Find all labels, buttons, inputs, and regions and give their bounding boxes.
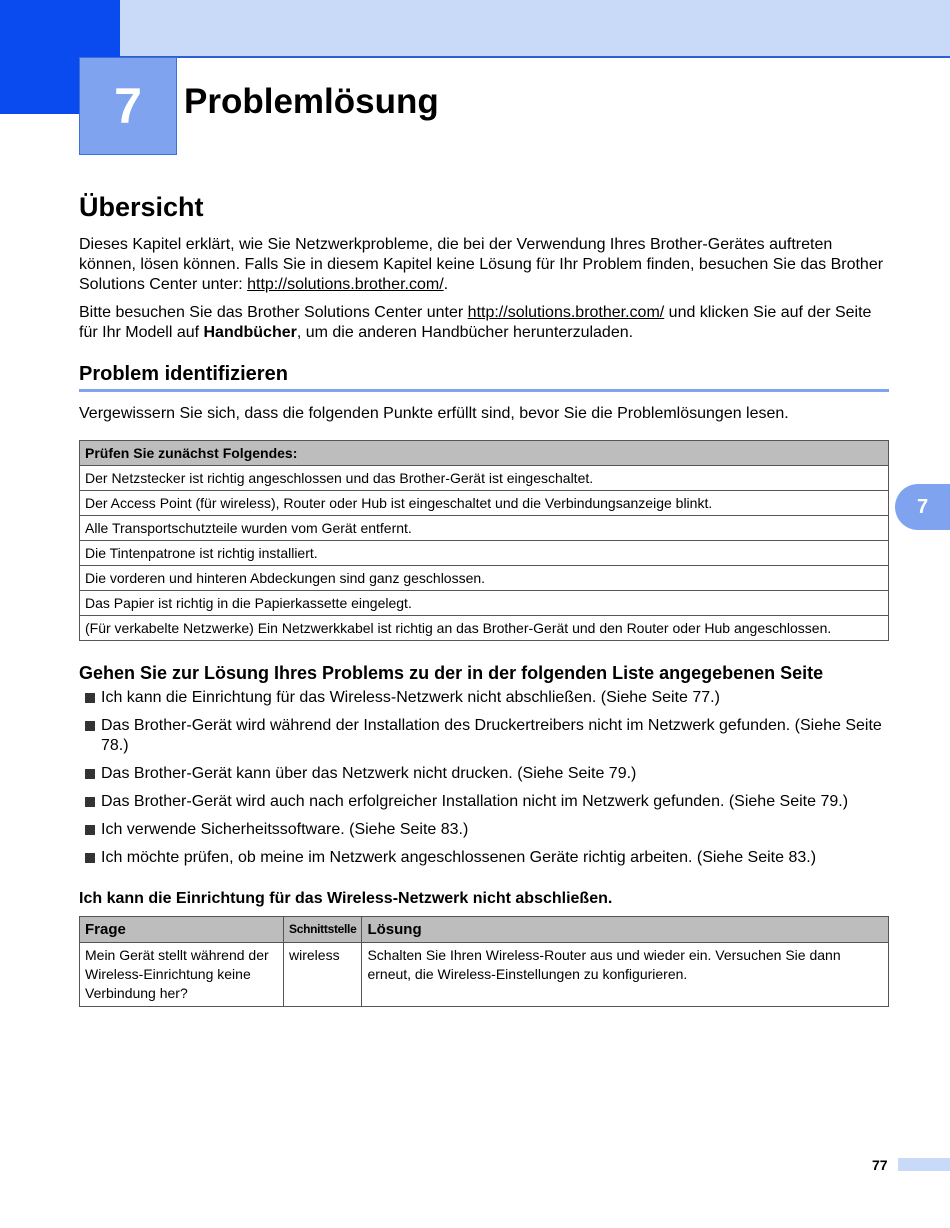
checklist-cell: Der Access Point (für wireless), Router oder Hub ist eingeschaltet und die Verbindungsanzeige blinkt. <box>80 491 889 516</box>
table-row <box>80 943 889 1007</box>
list-item[interactable] <box>79 848 889 868</box>
chapter-number: 7 <box>114 78 142 134</box>
solutions-link-2[interactable]: http://solutions.brother.com/ <box>467 304 665 321</box>
solution-cell: Schalten Sie Ihren Wireless-Router aus und wieder ein. Versuchen Sie dann erneut, die Wireless-Einstellungen zu konfigurieren. <box>362 943 889 1007</box>
question-cell: Mein Gerät stellt während der Wireless-Einrichtung keine Verbindung her? <box>80 943 284 1007</box>
square-bullet-icon <box>85 825 95 835</box>
checklist-header: Prüfen Sie zunächst Folgendes: <box>80 441 889 466</box>
goto-heading: Gehen Sie zur Lösung Ihres Problems zu der in der folgenden Liste angegebenen Seite <box>79 663 824 683</box>
list-item-text: Das Brother-Gerät kann über das Netzwerk nicht drucken. (Siehe Seite 79.) <box>101 765 637 782</box>
manuals-bold-text: Handbücher <box>203 324 297 341</box>
checklist-table <box>79 440 889 641</box>
list-item[interactable] <box>79 716 889 756</box>
square-bullet-icon <box>85 797 95 807</box>
table-row <box>80 516 889 541</box>
checklist-cell: (Für verkabelte Netzwerke) Ein Netzwerkkabel ist richtig an das Brother-Gerät und den Router oder Hub angeschlossen. <box>80 616 889 641</box>
table-row <box>80 566 889 591</box>
checklist-cell: Die Tintenpatrone ist richtig installiert. <box>80 541 889 566</box>
overview-paragraph-1 <box>79 235 889 295</box>
square-bullet-icon <box>85 769 95 779</box>
page-content <box>79 192 889 1007</box>
column-header-interface: Schnittstelle <box>284 917 362 943</box>
overview-p2-end: , um die anderen Handbücher herunterzuladen. <box>296 324 634 341</box>
identify-heading: Problem identifizieren <box>79 363 889 392</box>
wireless-heading: Ich kann die Einrichtung für das Wireless-Netzwerk nicht abschließen. <box>79 890 613 907</box>
table-row <box>80 591 889 616</box>
overview-p2-mid: und klicken Sie auf der Seite für Ihr Modell auf <box>79 304 872 341</box>
column-header-solution: Lösung <box>362 917 889 943</box>
interface-cell: wireless <box>284 943 362 1007</box>
page-number: 77 <box>872 1157 888 1173</box>
list-item[interactable] <box>79 792 889 812</box>
wireless-faq-table <box>79 916 889 1007</box>
checklist-cell: Der Netzstecker ist richtig angeschlossen und das Brother-Gerät ist eingeschaltet. <box>80 466 889 491</box>
list-item[interactable] <box>79 820 889 840</box>
square-bullet-icon <box>85 853 95 863</box>
checklist-cell: Die vorderen und hinteren Abdeckungen sind ganz geschlossen. <box>80 566 889 591</box>
chapter-side-tab[interactable]: 7 <box>895 484 950 530</box>
square-bullet-icon <box>85 693 95 703</box>
chapter-title: Problemlösung <box>184 82 439 121</box>
checklist-cell: Das Papier ist richtig in die Papierkassette eingelegt. <box>80 591 889 616</box>
overview-heading: Übersicht <box>79 192 204 222</box>
list-item-text: Ich kann die Einrichtung für das Wireless-Netzwerk nicht abschließen. (Siehe Seite 77.) <box>101 689 720 706</box>
list-item[interactable] <box>79 764 889 784</box>
table-row <box>80 541 889 566</box>
list-item-text: Ich möchte prüfen, ob meine im Netzwerk angeschlossenen Geräte richtig arbeiten. (Siehe Seite 83.) <box>101 849 817 866</box>
list-item[interactable] <box>79 688 889 708</box>
overview-p2-pre: Bitte besuchen Sie das Brother Solutions Center unter <box>79 304 468 321</box>
list-item-text: Ich verwende Sicherheitssoftware. (Siehe Seite 83.) <box>101 821 469 838</box>
checklist-cell: Alle Transportschutzteile wurden vom Gerät entfernt. <box>80 516 889 541</box>
problem-list <box>79 688 889 868</box>
chapter-number-box <box>79 57 177 155</box>
overview-p1-text: Dieses Kapitel erklärt, wie Sie Netzwerkprobleme, die bei der Verwendung Ihres Brother-Gerätes auftreten können, lösen können. Falls Sie in diesem Kapitel keine Lösung für Ihr Problem finden, besuchen Sie das Brother Solutions Center unter: <box>79 236 884 293</box>
list-item-text: Das Brother-Gerät wird auch nach erfolgreicher Installation nicht im Netzwerk gefunden. (Siehe Seite 79.) <box>101 793 849 810</box>
overview-p1-end: . <box>443 276 449 293</box>
solutions-link-1[interactable]: http://solutions.brother.com/ <box>247 276 444 293</box>
table-row <box>80 491 889 516</box>
table-row <box>80 466 889 491</box>
list-item-text: Das Brother-Gerät wird während der Installation des Druckertreibers nicht im Netzwerk gefunden. (Siehe Seite 78.) <box>101 717 882 754</box>
identify-intro: Vergewissern Sie sich, dass die folgenden Punkte erfüllt sind, bevor Sie die Problemlösungen lesen. <box>79 405 789 422</box>
table-row <box>80 616 889 641</box>
header-band <box>0 0 950 58</box>
square-bullet-icon <box>85 721 95 731</box>
column-header-question: Frage <box>80 917 284 943</box>
overview-paragraph-2 <box>79 303 889 343</box>
footer-bar <box>898 1158 950 1171</box>
